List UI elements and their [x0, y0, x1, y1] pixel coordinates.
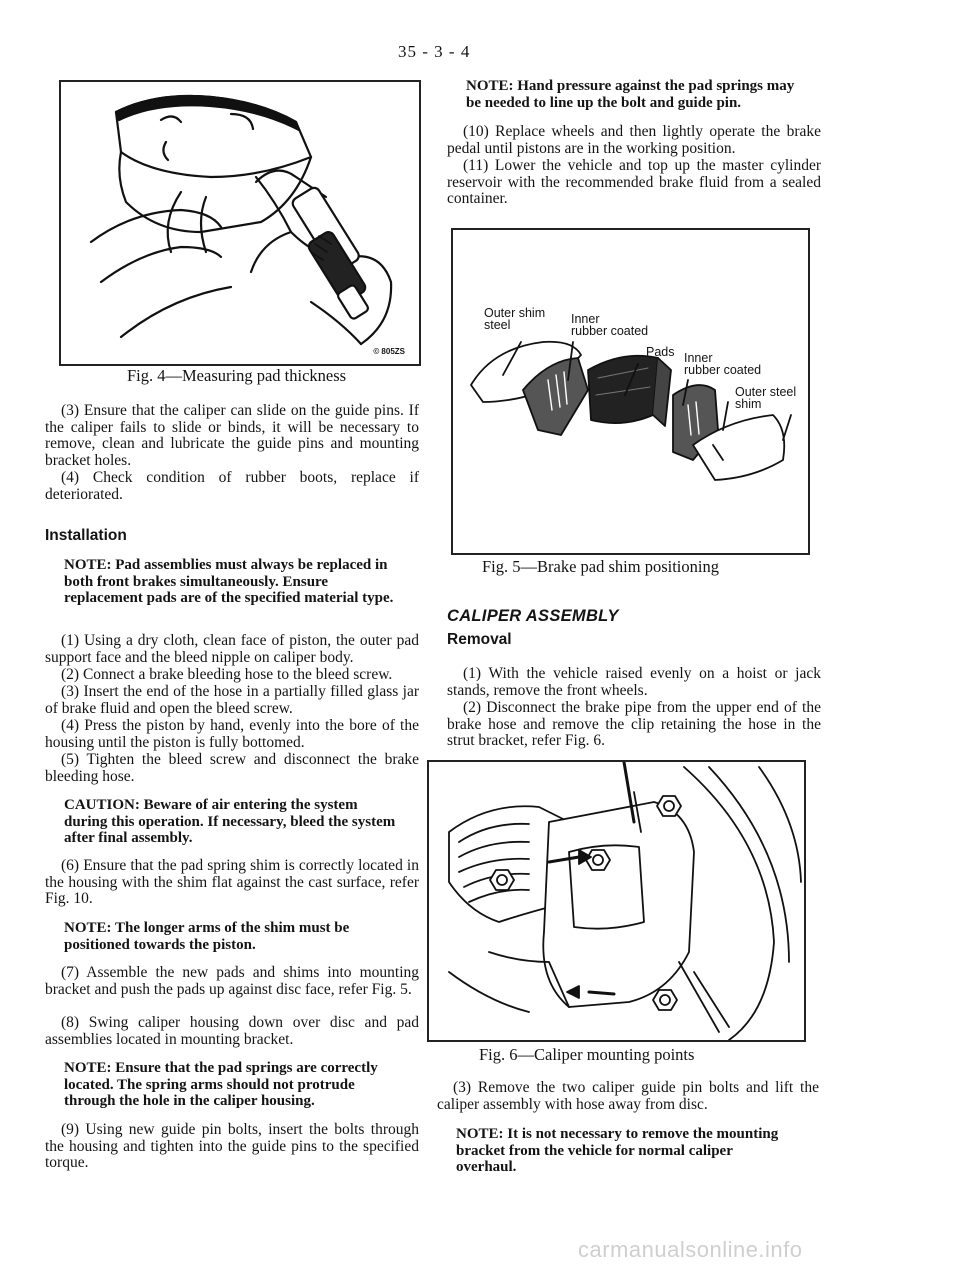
- install-step-7: (7) Assemble the new pads and shims into mounting bracket and push the pads up against disc face, refer Fig. 5.: [45, 964, 419, 998]
- label-outer-steel-shim: Outer steel shim: [735, 385, 797, 411]
- note-pad-springs: NOTE: Ensure that the pad springs are correctly located. The spring arms should not protrude through the hole in the caliper housing.: [64, 1060, 378, 1109]
- page-number: 35 - 3 - 4: [398, 42, 471, 61]
- install-step-2: (2) Connect a brake bleeding hose to the bleed screw.: [61, 666, 393, 683]
- removal-heading: Removal: [447, 631, 512, 648]
- note-mounting-bracket: NOTE: It is not necessary to remove the mounting bracket from the vehicle for normal caliper overhaul.: [456, 1126, 779, 1175]
- caliper-assembly-heading: CALIPER ASSEMBLY: [447, 607, 619, 625]
- install-step-1: (1) Using a dry cloth, clean face of piston, the outer pad support face and the bleed nipple on caliper body.: [45, 632, 419, 666]
- para-step-4: (4) Check condition of rubber boots, replace if deteriorated.: [45, 469, 419, 503]
- label-outer-shim: Outer shim steel: [484, 306, 546, 332]
- figure-5: [451, 228, 810, 555]
- removal-step-2: (2) Disconnect the brake pipe from the upper end of the brake hose and remove the clip retaining the hose in the strut bracket, refer Fig. 6.: [447, 699, 821, 749]
- figure-6-caption: Fig. 6—Caliper mounting points: [479, 1045, 695, 1064]
- figure-code: © 805ZS: [373, 347, 405, 356]
- install-step-10: (10) Replace wheels and then lightly operate the brake pedal until pistons are in the working position.: [447, 123, 821, 157]
- install-step-11: (11) Lower the vehicle and top up the master cylinder reservoir with the recommended brake fluid from a sealed container.: [447, 157, 821, 207]
- figure-5-caption: Fig. 5—Brake pad shim positioning: [482, 557, 719, 576]
- figure-6: [427, 760, 806, 1042]
- note-shim-arms: NOTE: The longer arms of the shim must be positioned towards the piston.: [64, 920, 350, 953]
- note-hand-pressure: NOTE: Hand pressure against the pad springs may be needed to line up the bolt and guide pin.: [466, 78, 795, 111]
- label-inner-rubber-right: Inner rubber coated: [684, 351, 762, 377]
- removal-step-3: (3) Remove the two caliper guide pin bolts and lift the caliper assembly with hose away from disc.: [437, 1079, 819, 1113]
- figure-4: [59, 80, 421, 366]
- label-inner-rubber: Inner rubber coated: [571, 312, 649, 338]
- install-step-3: (3) Insert the end of the hose in a partially filled glass jar of brake fluid and open the bleed screw.: [45, 683, 419, 717]
- install-step-5: (5) Tighten the bleed screw and disconnect the brake bleeding hose.: [45, 751, 419, 785]
- install-step-8: (8) Swing caliper housing down over disc and pad assemblies located in mounting bracket.: [45, 1014, 419, 1048]
- removal-step-1: (1) With the vehicle raised evenly on a hoist or jack stands, remove the front wheels.: [447, 665, 821, 699]
- install-step-6: (6) Ensure that the pad spring shim is correctly located in the housing with the shim flat against the cast surface, refer Fig. 10.: [45, 857, 419, 907]
- install-step-9: (9) Using new guide pin bolts, insert the bolts through the housing and tighten into the guide pins to the specified torque.: [45, 1121, 419, 1171]
- figure-4-caption: Fig. 4—Measuring pad thickness: [127, 366, 347, 385]
- install-step-4: (4) Press the piston by hand, evenly into the bore of the housing until the piston is fully bottomed.: [45, 717, 419, 751]
- caution-note: CAUTION: Beware of air entering the system during this operation. If necessary, bleed the system after final assembly.: [64, 797, 396, 846]
- note-pad-assemblies: NOTE: Pad assemblies must always be replaced in both front brakes simultaneously. Ensure replacement pads are of the specified material type.: [64, 557, 394, 606]
- label-pads: Pads: [646, 345, 675, 359]
- para-step-3: (3) Ensure that the caliper can slide on the guide pins. If the caliper fails to slide or binds, it will be necessary to remove, clean and lubricate the guide pins and mounting bracket holes.: [45, 402, 419, 469]
- watermark: carmanualsonline.info: [578, 1237, 803, 1262]
- pad-measurement-illustration: [61, 82, 419, 364]
- installation-heading: Installation: [45, 527, 127, 544]
- caliper-mounting-illustration: [429, 762, 804, 1040]
